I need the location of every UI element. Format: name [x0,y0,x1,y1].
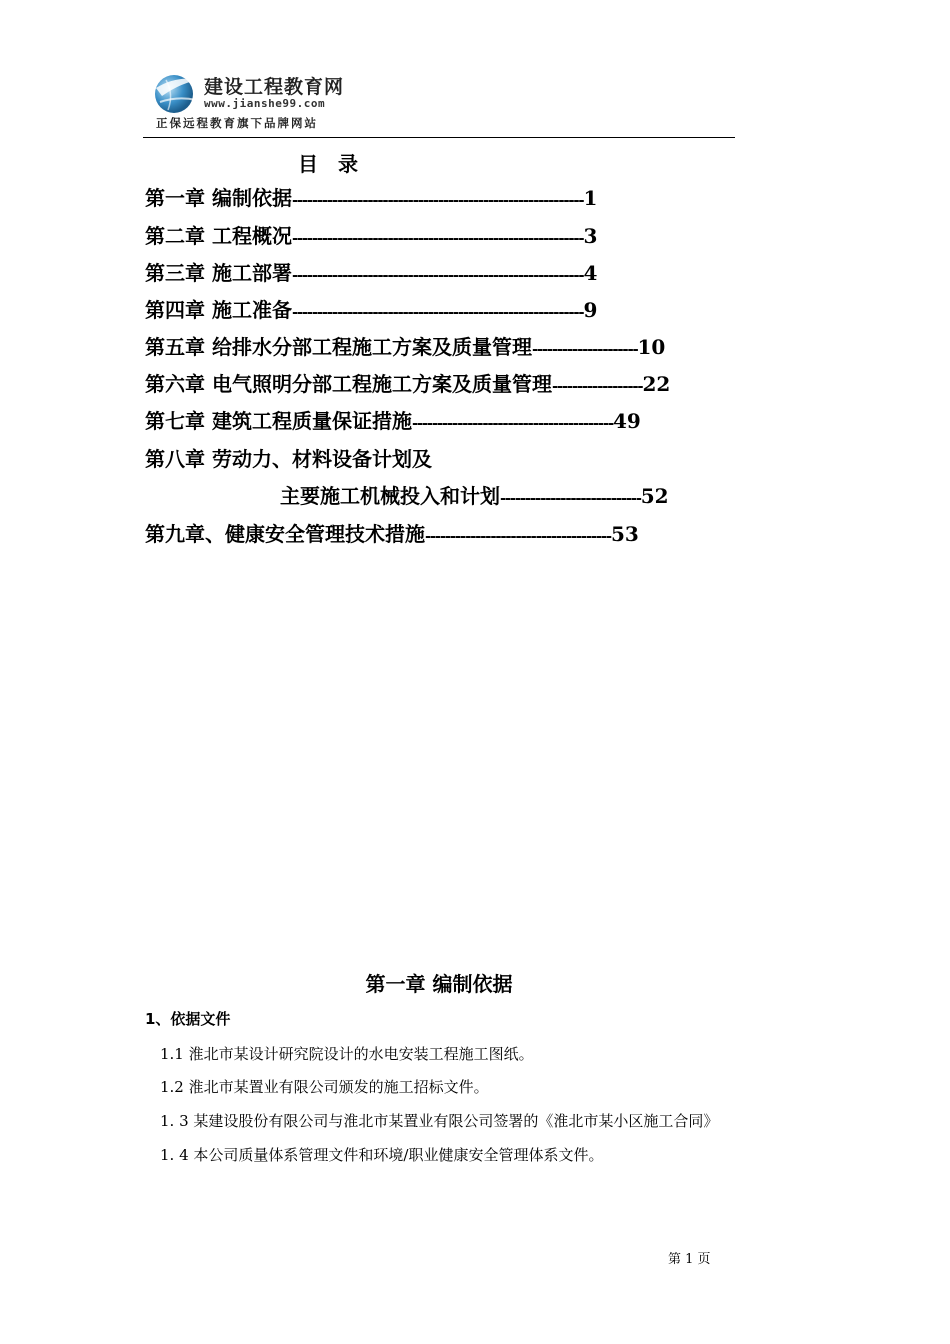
basis-item: 1.2 淮北市某置业有限公司颁发的施工招标文件。 [160,1078,489,1096]
globe-logo-icon [152,70,202,114]
toc-entry-leader: ---------------------------------------------------------- [291,229,584,247]
toc-entry-label: 第一章 编制依据 [145,186,292,210]
toc-entry-leader: ---------------------------- [500,489,641,507]
toc-entry-label: 第五章 给排水分部工程施工方案及质量管理 [145,335,532,359]
toc-entry-page: 53 [610,522,639,546]
toc-entry-label: 第六章 电气照明分部工程施工方案及质量管理 [145,372,552,396]
toc-entry-label: 第七章 建筑工程质量保证措施 [145,409,412,433]
toc-entry-label: 第八章 劳动力、材料设备计划及 [145,447,432,471]
toc-entry[interactable] [145,186,597,212]
toc-entry[interactable] [280,484,669,510]
toc-entry-leader: ------------------ [551,377,643,395]
toc-entry-page: 4 [583,261,598,285]
logo-title: 建设工程教育网 [204,76,345,98]
toc-entry-leader: --------------------- [531,340,638,358]
toc-entry-page: 52 [640,484,669,508]
chapter-title: 第一章 编制依据 [365,972,513,996]
toc-entry[interactable] [145,261,597,287]
toc-entry[interactable] [145,409,641,435]
toc-entry-label: 第四章 施工准备 [145,298,292,322]
toc-entry[interactable] [145,447,432,471]
logo-slogan: 正保远程教育旗下品牌网站 [156,116,318,130]
toc-entry-page: 22 [642,372,671,396]
toc-entry-page: 9 [583,298,598,322]
toc-entry-leader: ---------------------------------------------------------- [291,191,584,209]
logo-url: www.jianshe99.com [204,97,326,110]
toc-entry-page: 1 [583,186,598,210]
toc-entry-label: 主要施工机械投入和计划 [280,484,500,508]
toc-entry-label: 第二章 工程概况 [145,224,292,248]
toc-heading: 目 录 [298,152,358,176]
toc-entry[interactable] [145,372,670,398]
toc-entry-page: 10 [637,335,666,359]
toc-entry-leader: ---------------------------------------------------------- [291,303,584,321]
toc-entry[interactable] [145,224,597,250]
toc-entry-label: 第三章 施工部署 [145,261,292,285]
toc-entry-leader: ------------------------------------- [425,527,611,545]
page-number: 第 1 页 [668,1252,711,1267]
basis-item: 1. 4 本公司质量体系管理文件和环境/职业健康安全管理体系文件。 [160,1146,604,1164]
toc-entry-leader: ---------------------------------------------------------- [291,266,584,284]
toc-entry[interactable] [145,298,597,324]
basis-item: 1. 3 某建设股份有限公司与淮北市某置业有限公司签署的《淮北市某小区施工合同》 [160,1112,719,1130]
site-logo [152,68,372,134]
toc-entry-page: 49 [613,409,641,433]
section-heading: 1、依据文件 [145,1010,231,1028]
toc-entry[interactable] [145,335,665,361]
toc-entry-leader: ---------------------------------------- [411,414,613,432]
toc-entry-page: 3 [583,224,598,248]
basis-item: 1.1 淮北市某设计研究院设计的水电安装工程施工图纸。 [160,1045,534,1063]
header-divider [143,137,735,138]
toc-entry[interactable] [145,522,639,548]
toc-entry-label: 第九章、健康安全管理技术措施 [145,522,425,546]
